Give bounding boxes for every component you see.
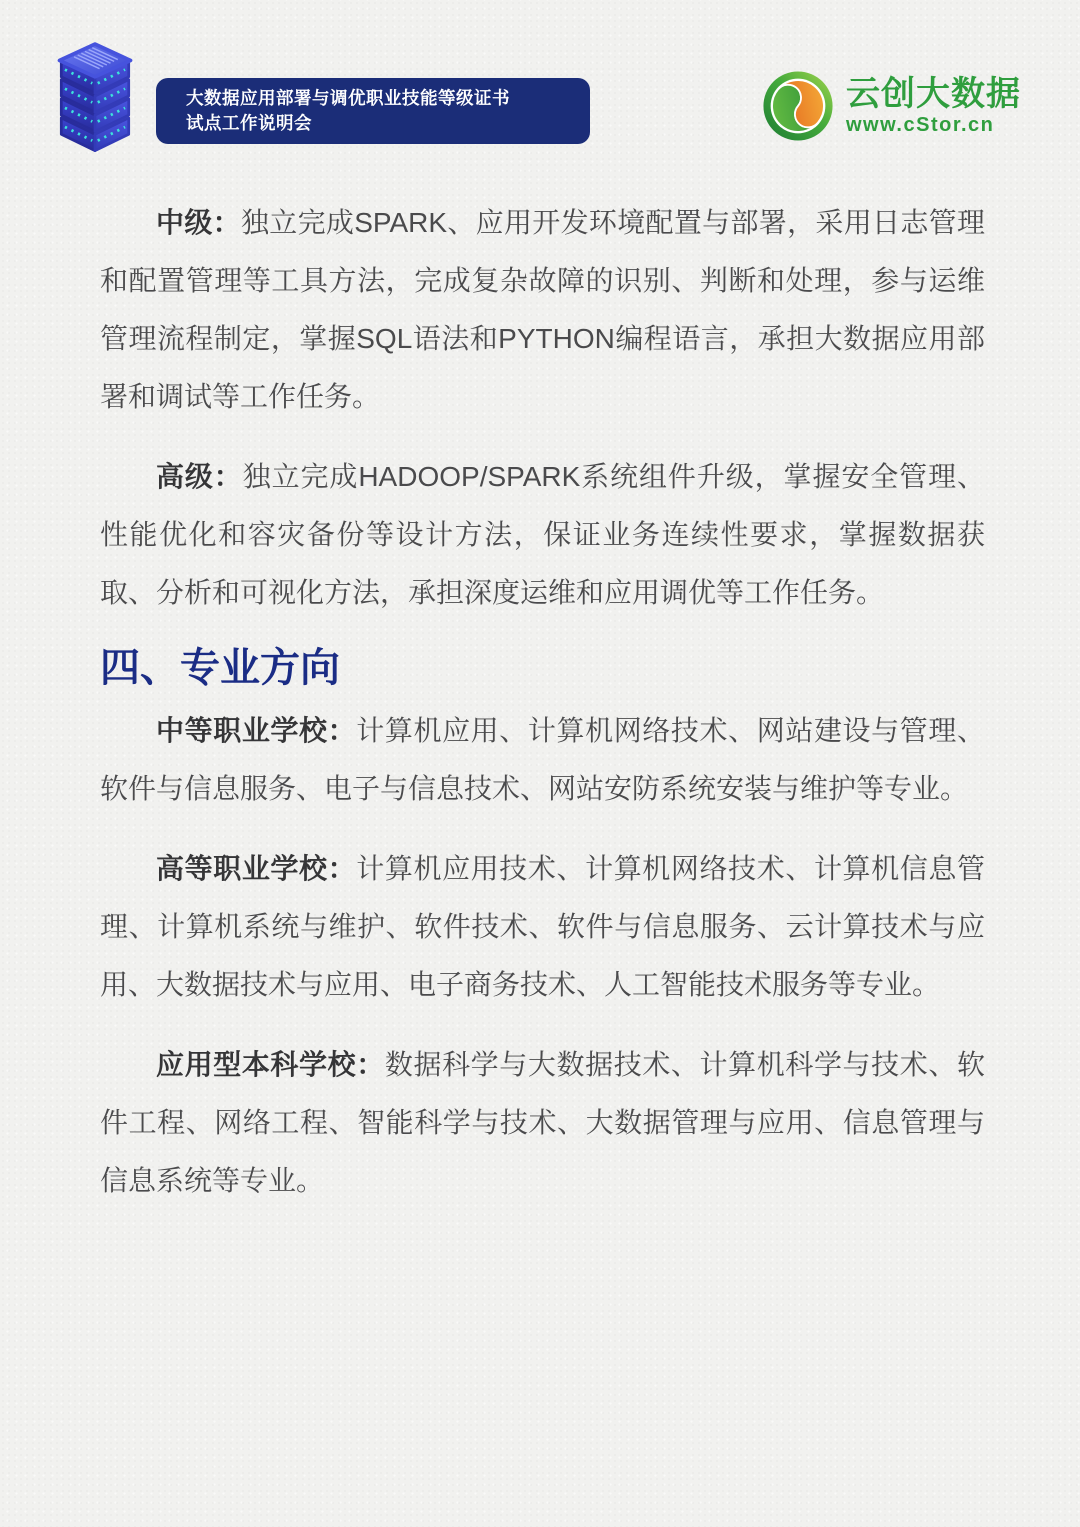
paragraph-applied-undergraduate: [100, 1036, 985, 1210]
paragraph-intermediate-level: [100, 194, 985, 426]
brand-name: 云创大数据: [846, 75, 1021, 113]
paragraph-advanced-level: [100, 448, 985, 622]
paragraph-label-higher-vocational: 高等职业学校：: [156, 853, 357, 884]
paragraph-text-advanced: 独立完成HADOOP/SPARK系统组件升级，掌握安全管理、性能优化和容灾备份等设计方法，保证业务连续性要求，掌握数据获取、分析和可视化方法，承担深度运维和应用调优等工作任务。: [100, 461, 985, 608]
brand-url: www.cStor.cn: [846, 114, 995, 136]
document-content: [0, 160, 1080, 1210]
paragraph-text-higher-vocational: 计算机应用技术、计算机网络技术、计算机信息管理、计算机系统与维护、软件技术、软件与信息服务、云计算技术与应用、大数据技术与应用、电子商务技术、人工智能技术服务等专业。: [100, 853, 985, 1000]
banner-title-line1: 大数据应用部署与调优职业技能等级证书: [186, 88, 510, 108]
paragraph-secondary-vocational: [100, 702, 985, 818]
paragraph-label-advanced: 高级：: [156, 461, 243, 492]
paragraph-label-intermediate: 中级：: [156, 207, 241, 238]
paragraph-label-secondary-vocational: 中等职业学校：: [156, 715, 357, 746]
paragraph-higher-vocational: [100, 840, 985, 1014]
brand-text: [846, 76, 1021, 136]
section-heading-majors: 四、专业方向: [100, 646, 340, 690]
paragraph-text-intermediate: 独立完成SPARK、应用开发环境配置与部署，采用日志管理和配置管理等工具方法，完成复杂故障的识别、判断和处理，参与运维管理流程制定，掌握SQL语法和PYTHON编程语言，承担大数据应用部署和调试等工作任务。: [100, 207, 985, 412]
paragraph-label-applied-undergraduate: 应用型本科学校：: [156, 1049, 385, 1080]
server-stack-icon: [54, 40, 136, 152]
cstor-swirl-icon: [762, 70, 834, 142]
banner-title-line2: 试点工作说明会: [186, 113, 312, 133]
title-banner: [156, 78, 590, 144]
brand-logo: [762, 70, 1021, 142]
paragraph-text-secondary-vocational: 计算机应用、计算机网络技术、网站建设与管理、软件与信息服务、电子与信息技术、网站安防系统安装与维护等专业。: [100, 715, 985, 804]
page-header: [0, 0, 1080, 160]
paragraph-text-applied-undergraduate: 数据科学与大数据技术、计算机科学与技术、软件工程、网络工程、智能科学与技术、大数据管理与应用、信息管理与信息系统等专业。: [100, 1049, 985, 1196]
